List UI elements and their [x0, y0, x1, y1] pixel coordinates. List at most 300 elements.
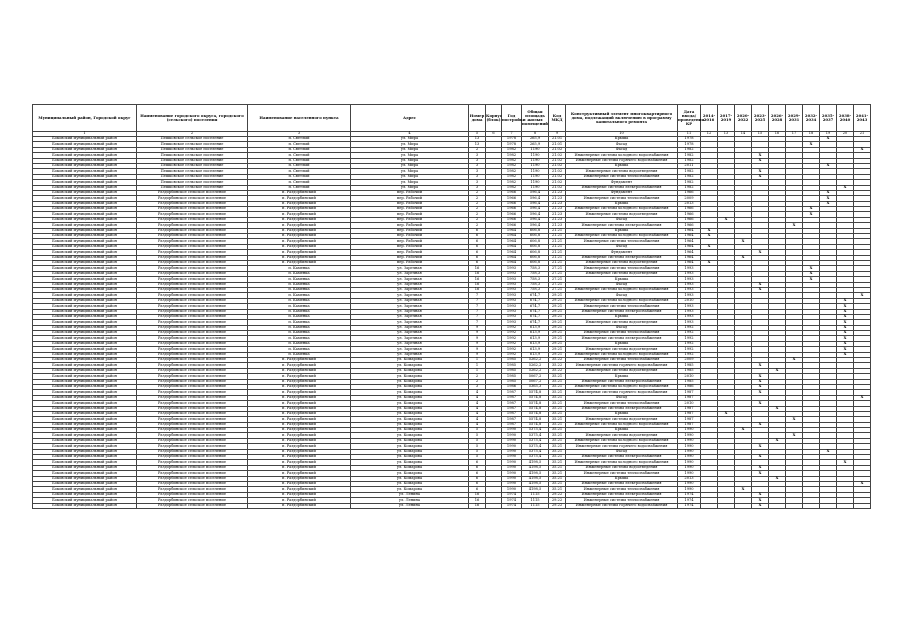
- table-cell: 35.21: [549, 395, 566, 400]
- table-cell: 2010: [678, 401, 701, 406]
- table-cell: 9: [469, 352, 486, 357]
- table-cell: 1190: [522, 158, 549, 163]
- table-cell: п. Раздорбинский: [248, 438, 351, 443]
- table-cell: Раздорбинское сельское поселение: [137, 379, 248, 384]
- table-cell: п. Раздорбинский: [248, 492, 351, 497]
- table-cell: ул. Ленина: [351, 498, 469, 503]
- table-cell: Боковский муниципальный район: [33, 325, 137, 330]
- period-mark: X: [752, 465, 769, 470]
- table-cell: ул. Комарова: [351, 368, 469, 373]
- table-cell: 1982: [678, 169, 701, 174]
- table-cell: 35.21: [549, 455, 566, 460]
- table-cell: п. Светлый: [248, 180, 351, 185]
- period-mark: X: [854, 395, 871, 400]
- table-cell: 6: [469, 487, 486, 492]
- table-cell: 1990: [502, 465, 522, 470]
- table-cell: 1974: [678, 503, 701, 508]
- table-cell: 1964: [502, 234, 522, 239]
- table-cell: 613,9: [522, 341, 549, 346]
- table-cell: Боковский муниципальный район: [33, 341, 137, 346]
- table-cell: 606,8: [522, 260, 549, 265]
- table-cell: 1992: [502, 331, 522, 336]
- table-cell: 1982: [502, 163, 522, 168]
- table-cell: Боковский муниципальный район: [33, 379, 137, 384]
- table-cell: Инженерные системы электроснабжения: [566, 406, 678, 411]
- table-cell: Боковский муниципальный район: [33, 212, 137, 217]
- table-cell: 35.21: [549, 433, 566, 438]
- table-cell: Боковский муниципальный район: [33, 255, 137, 260]
- period-mark: X: [837, 331, 854, 336]
- table-cell: п. Каменка: [248, 325, 351, 330]
- table-cell: Боковский муниципальный район: [33, 298, 137, 303]
- table-cell: Раздорбинское сельское поселение: [137, 352, 248, 357]
- table-cell: ул. Ленина: [351, 492, 469, 497]
- table-cell: 5375,4: [522, 444, 549, 449]
- table-cell: 16: [469, 503, 486, 508]
- table-cell: 9: [469, 347, 486, 352]
- table-cell: 21.02: [549, 169, 566, 174]
- column-number: 11: [678, 132, 701, 137]
- table-cell: Раздорбинское сельское поселение: [137, 271, 248, 276]
- table-cell: 1990: [502, 438, 522, 443]
- table-cell: ул. Комарова: [351, 460, 469, 465]
- table-cell: 35.21: [549, 438, 566, 443]
- table-cell: п. Каменка: [248, 293, 351, 298]
- table-cell: 674,7: [522, 298, 549, 303]
- period-mark: X: [752, 158, 769, 163]
- table-cell: 7: [469, 309, 486, 314]
- table-cell: Боковский муниципальный район: [33, 185, 137, 190]
- table-cell: Раздорбинское сельское поселение: [137, 341, 248, 346]
- table-cell: Раздорбинское сельское поселение: [137, 438, 248, 443]
- table-cell: Раздорбинское сельское поселение: [137, 455, 248, 460]
- period-mark: X: [718, 411, 735, 416]
- period-mark: X: [752, 282, 769, 287]
- period-mark: X: [752, 401, 769, 406]
- table-cell: п. Раздорбинский: [248, 207, 351, 212]
- table-cell: 21.02: [549, 185, 566, 190]
- table-cell: 265,9: [522, 137, 549, 142]
- table-cell: 1992: [502, 352, 522, 357]
- column-header: Корпус (блок): [486, 105, 502, 132]
- column-header: 2020-2022: [735, 105, 752, 132]
- period-mark: X: [752, 390, 769, 395]
- table-cell: 1: [469, 368, 486, 373]
- table-cell: ул. Комарова: [351, 374, 469, 379]
- table-cell: Инженерные системы водоотведения: [566, 260, 678, 265]
- table-cell: 16: [469, 271, 486, 276]
- table-cell: 1990: [678, 428, 701, 433]
- table-cell: ул. Комарова: [351, 363, 469, 368]
- period-mark: X: [786, 417, 803, 422]
- table-cell: 1985: [678, 363, 701, 368]
- table-cell: 1982: [502, 147, 522, 152]
- table-cell: Раздорбинское сельское поселение: [137, 314, 248, 319]
- table-cell: 1985: [678, 379, 701, 384]
- table-cell: 21.21: [549, 255, 566, 260]
- table-cell: 758,3: [522, 266, 549, 271]
- table-cell: Инженерные системы теплоснабжения: [566, 266, 678, 271]
- table-cell: ул. Комарова: [351, 428, 469, 433]
- period-mark: X: [752, 250, 769, 255]
- table-cell: 596,4: [522, 223, 549, 228]
- period-mark: X: [735, 239, 752, 244]
- table-cell: 16: [469, 282, 486, 287]
- table-cell: 265,9: [522, 142, 549, 147]
- table-cell: 1993: [678, 287, 701, 292]
- table-cell: Раздорбинское сельское поселение: [137, 358, 248, 363]
- table-cell: 606,8: [522, 228, 549, 233]
- table-cell: ул. Заречная: [351, 331, 469, 336]
- table-cell: 5375,4: [522, 449, 549, 454]
- table-cell: 1982: [678, 153, 701, 158]
- table-cell: 1982: [678, 158, 701, 163]
- column-header: Адрес: [351, 105, 469, 132]
- table-cell: 1990: [678, 449, 701, 454]
- header-row: [33, 105, 871, 132]
- column-header: Наименование городского округа, городского (сельского) поселения: [137, 105, 248, 132]
- table-cell: 1982: [502, 153, 522, 158]
- table-cell: 1974: [502, 498, 522, 503]
- table-cell: пер. Рабочий: [351, 212, 469, 217]
- period-mark: X: [854, 147, 871, 152]
- column-number: 17: [786, 132, 803, 137]
- period-mark: X: [786, 223, 803, 228]
- column-number: 8: [522, 132, 549, 137]
- table-cell: 6: [469, 260, 486, 265]
- table-cell: 1993: [502, 293, 522, 298]
- table-cell: 1966: [678, 207, 701, 212]
- table-cell: 4198,5: [522, 460, 549, 465]
- table-cell: Инженерные системы горячего водоснабжения: [566, 363, 678, 368]
- table-cell: [486, 503, 502, 508]
- table-cell: ул. Заречная: [351, 304, 469, 309]
- table-cell: п. Каменка: [248, 271, 351, 276]
- table-cell: Фасад: [566, 449, 678, 454]
- table-cell: ул. Заречная: [351, 309, 469, 314]
- column-header: Общая площадь жилых помещений: [522, 105, 549, 132]
- column-number: 7: [502, 132, 522, 137]
- table-cell: 1992: [678, 352, 701, 357]
- table-cell: Боковский муниципальный район: [33, 282, 137, 287]
- table-cell: Инженерные системы теплоснабжения: [566, 239, 678, 244]
- period-mark: X: [837, 304, 854, 309]
- period-mark: X: [752, 503, 769, 508]
- table-cell: 1115: [522, 503, 549, 508]
- table-cell: ул. Комарова: [351, 411, 469, 416]
- table-cell: 6: [469, 471, 486, 476]
- table-cell: Инженерные системы электроснабжения: [566, 185, 678, 190]
- table-cell: Боковский муниципальный район: [33, 455, 137, 460]
- table-cell: Инженерные системы теплоснабжения: [566, 471, 678, 476]
- table-cell: Инженерные системы водоотведения: [566, 417, 678, 422]
- period-mark: X: [701, 234, 718, 239]
- table-cell: п. Раздорбинский: [248, 487, 351, 492]
- table-cell: п. Раздорбинский: [248, 260, 351, 265]
- table-cell: п. Раздорбинский: [248, 449, 351, 454]
- table-cell: Инженерные системы холодного водоснабжения: [566, 460, 678, 465]
- table-cell: Инженерные системы электроснабжения: [566, 223, 678, 228]
- column-number: 20: [837, 132, 854, 137]
- table-cell: ул. Комарова: [351, 482, 469, 487]
- period-mark: X: [752, 169, 769, 174]
- table-cell: Инженерные системы холодного водоснабжения: [566, 438, 678, 443]
- table-cell: 1966: [678, 212, 701, 217]
- table-cell: ул. Заречная: [351, 341, 469, 346]
- table-cell: Инженерные системы холодного водоснабжения: [566, 287, 678, 292]
- table-cell: п. Раздорбинский: [248, 217, 351, 222]
- table-cell: 6: [469, 465, 486, 470]
- table-cell: Инженерные системы электроснабжения: [566, 379, 678, 384]
- table-cell: 29.22: [549, 503, 566, 508]
- period-mark: X: [803, 266, 820, 271]
- table-cell: 1966: [678, 223, 701, 228]
- table-cell: п. Раздорбинский: [248, 228, 351, 233]
- table-cell: 2: [469, 190, 486, 195]
- column-header: 2026-2028: [769, 105, 786, 132]
- period-mark: X: [854, 482, 871, 487]
- table-cell: ул. Комарова: [351, 358, 469, 363]
- table-cell: Раздорбинское сельское поселение: [137, 298, 248, 303]
- table-cell: п. Каменка: [248, 341, 351, 346]
- table-cell: п. Каменка: [248, 287, 351, 292]
- table-cell: Инженерные системы холодного водоснабжения: [566, 384, 678, 389]
- table-cell: 35.21: [549, 401, 566, 406]
- table-cell: Крыша: [566, 163, 678, 168]
- table-cell: 1964: [502, 250, 522, 255]
- table-cell: Инженерные системы горячего водоснабжения: [566, 390, 678, 395]
- table-cell: 27.21: [549, 266, 566, 271]
- table-cell: п. Раздорбинский: [248, 471, 351, 476]
- table-cell: Пешковское сельское поселение: [137, 142, 248, 147]
- table-cell: п. Раздорбинский: [248, 498, 351, 503]
- table-cell: 1987: [502, 406, 522, 411]
- table-cell: 16: [469, 287, 486, 292]
- table-cell: 6: [469, 255, 486, 260]
- table-cell: Раздорбинское сельское поселение: [137, 406, 248, 411]
- table-cell: п. Раздорбинский: [248, 476, 351, 481]
- table-cell: 5067,2: [522, 374, 549, 379]
- table-cell: 7: [469, 293, 486, 298]
- table-cell: 1974: [502, 492, 522, 497]
- table-cell: Боковский муниципальный район: [33, 244, 137, 249]
- table-cell: Боковский муниципальный район: [33, 449, 137, 454]
- table-cell: 5067,2: [522, 379, 549, 384]
- table-cell: Боковский муниципальный район: [33, 196, 137, 201]
- table-cell: 21.02: [549, 153, 566, 158]
- table-cell: 613,9: [522, 336, 549, 341]
- table-cell: 1993: [678, 304, 701, 309]
- column-header: 2029-2031: [786, 105, 803, 132]
- table-cell: 1992: [678, 347, 701, 352]
- table-cell: 1992: [502, 325, 522, 330]
- column-number: 15: [752, 132, 769, 137]
- table-cell: 1993: [678, 314, 701, 319]
- table-cell: 1115: [522, 498, 549, 503]
- table-cell: ул. Заречная: [351, 325, 469, 330]
- table-cell: 1966: [678, 190, 701, 195]
- table-cell: Раздорбинское сельское поселение: [137, 487, 248, 492]
- table-cell: 5: [469, 433, 486, 438]
- table-cell: 1987: [502, 411, 522, 416]
- table-cell: Раздорбинское сельское поселение: [137, 266, 248, 271]
- period-mark: X: [803, 212, 820, 217]
- table-cell: 21.23: [549, 217, 566, 222]
- table-cell: 29.21: [549, 347, 566, 352]
- table-cell: Раздорбинское сельское поселение: [137, 304, 248, 309]
- table-cell: 1992: [678, 331, 701, 336]
- table-cell: Пешковское сельское поселение: [137, 137, 248, 142]
- table-cell: п. Раздорбинский: [248, 239, 351, 244]
- table-cell: 1990: [502, 460, 522, 465]
- column-header: 2041-2043: [854, 105, 871, 132]
- column-number: 5: [469, 132, 486, 137]
- table-cell: п. Раздорбинский: [248, 384, 351, 389]
- capital-repair-register-table: [32, 104, 871, 509]
- table-cell: 1964: [678, 228, 701, 233]
- table-cell: ул. Комарова: [351, 465, 469, 470]
- table-cell: п. Раздорбинский: [248, 482, 351, 487]
- column-number: 10: [566, 132, 678, 137]
- table-cell: Раздорбинское сельское поселение: [137, 250, 248, 255]
- table-cell: ул. Заречная: [351, 277, 469, 282]
- table-cell: Раздорбинское сельское поселение: [137, 255, 248, 260]
- table-cell: ул. Комарова: [351, 487, 469, 492]
- table-cell: Фундамент: [566, 190, 678, 195]
- table-cell: п. Каменка: [248, 277, 351, 282]
- table-cell: п. Раздорбинский: [248, 374, 351, 379]
- table-cell: Инженерные системы электроснабжения: [566, 255, 678, 260]
- table-cell: 5375,4: [522, 455, 549, 460]
- table-cell: Боковский муниципальный район: [33, 444, 137, 449]
- table-cell: ул. Комарова: [351, 433, 469, 438]
- period-mark: X: [752, 174, 769, 179]
- table-cell: Инженерные системы водоотведения: [566, 320, 678, 325]
- table-cell: Раздорбинское сельское поселение: [137, 212, 248, 217]
- table-cell: 35.22: [549, 363, 566, 368]
- table-cell: 1990: [502, 455, 522, 460]
- table-cell: 35.21: [549, 379, 566, 384]
- table-cell: ул. Заречная: [351, 287, 469, 292]
- table-cell: п. Раздорбинский: [248, 358, 351, 363]
- table-cell: Фасад: [566, 282, 678, 287]
- table-cell: 1966: [502, 190, 522, 195]
- table-cell: 1993: [502, 304, 522, 309]
- period-mark: X: [803, 271, 820, 276]
- table-cell: Боковский муниципальный район: [33, 347, 137, 352]
- table-cell: 1982: [678, 174, 701, 179]
- table-cell: 21.02: [549, 180, 566, 185]
- table-cell: 21.21: [549, 250, 566, 255]
- table-cell: 5: [469, 455, 486, 460]
- column-header: Конструктивный элемент многоквартирного дома, подлежащий включению в программу капитального ремонта: [566, 105, 678, 132]
- table-cell: ул. Мира: [351, 163, 469, 168]
- table-cell: 4198,5: [522, 471, 549, 476]
- table-cell: ул. Комарова: [351, 390, 469, 395]
- table-cell: Боковский муниципальный район: [33, 163, 137, 168]
- table-cell: 2: [469, 379, 486, 384]
- table-cell: п. Раздорбинский: [248, 368, 351, 373]
- period-mark: X: [837, 314, 854, 319]
- table-cell: Инженерные системы теплоснабжения: [566, 358, 678, 363]
- table-cell: 5574,8: [522, 390, 549, 395]
- table-cell: ул. Комарова: [351, 455, 469, 460]
- table-cell: 1993: [502, 287, 522, 292]
- table-cell: 5: [469, 428, 486, 433]
- table-cell: Боковский муниципальный район: [33, 190, 137, 195]
- table-cell: 613,9: [522, 352, 549, 357]
- table-cell: Раздорбинское сельское поселение: [137, 384, 248, 389]
- table-cell: 1993: [678, 271, 701, 276]
- period-mark: X: [752, 379, 769, 384]
- table-cell: Раздорбинское сельское поселение: [137, 336, 248, 341]
- table-cell: 2011: [678, 163, 701, 168]
- period-mark: X: [820, 196, 837, 201]
- table-cell: пер. Рабочий: [351, 201, 469, 206]
- table-cell: п. Светлый: [248, 163, 351, 168]
- table-cell: 1966: [502, 196, 522, 201]
- table-cell: 3: [469, 163, 486, 168]
- table-cell: п. Каменка: [248, 309, 351, 314]
- table-cell: Боковский муниципальный район: [33, 503, 137, 508]
- table-cell: Фундамент: [566, 250, 678, 255]
- table-cell: 16: [469, 277, 486, 282]
- table-cell: Фасад: [566, 325, 678, 330]
- table-cell: Инженерные системы водоотведения: [566, 271, 678, 276]
- table-cell: 6: [469, 482, 486, 487]
- table-cell: 27.21: [549, 282, 566, 287]
- table-cell: п. Светлый: [248, 174, 351, 179]
- table-cell: Боковский муниципальный район: [33, 433, 137, 438]
- table-cell: 674,7: [522, 314, 549, 319]
- table-cell: 29.21: [549, 352, 566, 357]
- table-cell: Инженерные системы холодного водоснабжения: [566, 234, 678, 239]
- table-cell: 1964: [502, 228, 522, 233]
- table-cell: Пешковское сельское поселение: [137, 147, 248, 152]
- table-cell: 2: [469, 147, 486, 152]
- period-mark: X: [752, 422, 769, 427]
- table-cell: Инженерные системы водоотведения: [566, 212, 678, 217]
- table-cell: Боковский муниципальный район: [33, 460, 137, 465]
- period-cell: [735, 503, 752, 508]
- column-number: 18: [803, 132, 820, 137]
- table-cell: Пешковское сельское поселение: [137, 174, 248, 179]
- period-mark: X: [752, 374, 769, 379]
- period-mark: X: [769, 438, 786, 443]
- table-cell: Боковский муниципальный район: [33, 314, 137, 319]
- table-cell: п. Раздорбинский: [248, 460, 351, 465]
- column-header: 2017-2019: [718, 105, 735, 132]
- table-cell: 606,8: [522, 255, 549, 260]
- table-cell: Инженерные системы холодного водоснабжения: [566, 422, 678, 427]
- table-cell: 29.22: [549, 498, 566, 503]
- table-cell: 1987: [502, 422, 522, 427]
- table-cell: Раздорбинское сельское поселение: [137, 422, 248, 427]
- table-cell: пер. Рабочий: [351, 217, 469, 222]
- table-cell: ул. Мира: [351, 153, 469, 158]
- table-cell: 21.21: [549, 228, 566, 233]
- table-cell: 35.21: [549, 476, 566, 481]
- column-number: 12: [701, 132, 718, 137]
- table-cell: 1985: [502, 363, 522, 368]
- table-cell: Раздорбинское сельское поселение: [137, 428, 248, 433]
- table-cell: 1990: [502, 433, 522, 438]
- table-cell: Боковский муниципальный район: [33, 428, 137, 433]
- table-cell: Боковский муниципальный район: [33, 363, 137, 368]
- table-cell: ул. Мира: [351, 185, 469, 190]
- table-cell: 1990: [678, 471, 701, 476]
- table-cell: Раздорбинское сельское поселение: [137, 460, 248, 465]
